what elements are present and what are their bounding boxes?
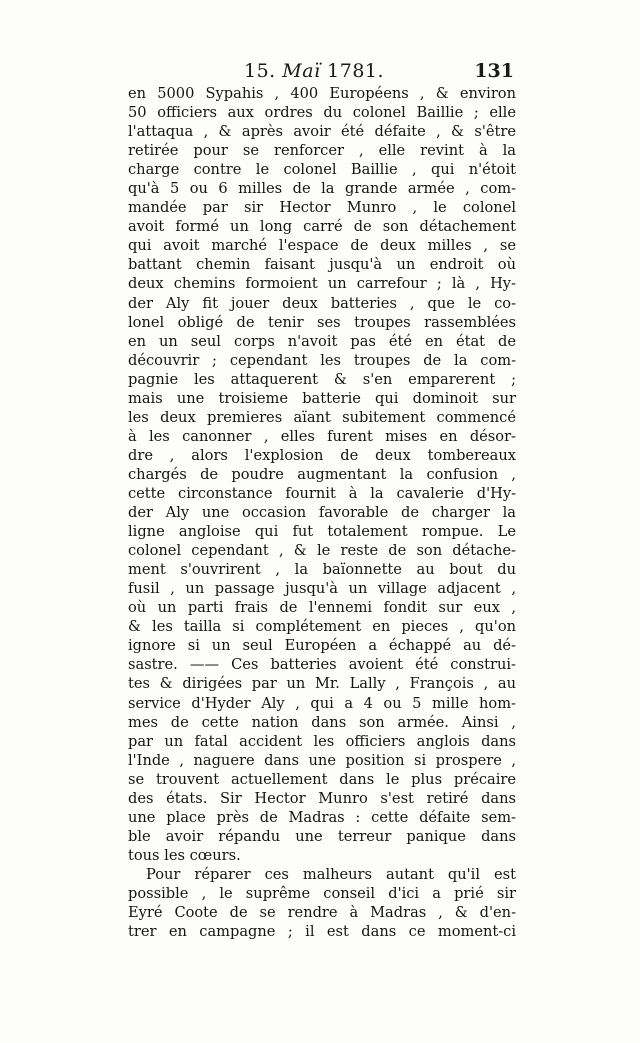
text-line: deux chemins formoient un carrefour ; là , Hy- (128, 275, 516, 293)
text-line: des états. Sir Hector Munro s'est retiré dans (128, 789, 516, 807)
text-line: ligne angloise qui fut totalement rompue. Le (128, 523, 516, 541)
text-line: der Aly une occasion favorable de charger la (128, 504, 516, 522)
text-line: Eyré Coote de se rendre à Madras , & d'en- (128, 904, 516, 922)
text-line: se trouvent actuellement dans le plus précaire (128, 770, 516, 788)
text-line: dre , alors l'explosion de deux tombereaux (128, 446, 516, 464)
text-line: l'attaqua , & après avoir été défaite , & s'être (128, 123, 516, 141)
text-line: trer en campagne ; il est dans ce moment-ci (128, 923, 516, 941)
text-line: en un seul corps n'avoit pas été en état de (128, 332, 516, 350)
text-line: une place près de Madras : cette défaite sem- (128, 808, 516, 826)
text-line: fusil , un passage jusqu'à un village adjacent , (128, 580, 516, 598)
text-line: découvrir ; cependant les troupes de la com- (128, 351, 516, 369)
text-line: chargés de poudre augmentant la confusion , (128, 465, 516, 483)
text-line: mandée par sir Hector Munro , le colonel (128, 199, 516, 217)
text-line: possible , le suprême conseil d'ici a prié sir (128, 884, 516, 902)
text-line: mais une troisieme batterie qui dominoit sur (128, 389, 516, 407)
text-line: lonel obligé de tenir ses troupes rassemblées (128, 313, 516, 331)
text-line: ble avoir répandu une terreur panique dans (128, 827, 516, 845)
page-number: 131 (474, 60, 514, 82)
text-line: ment s'ouvrirent , la baïonnette au bout du (128, 561, 516, 579)
text-line: qui avoit marché l'espace de deux milles , se (128, 237, 516, 255)
text-line: les deux premieres aïant subitement commencé (128, 408, 516, 426)
text-line: ignore si un seul Européen a échappé au dé- (128, 637, 516, 655)
text-line: pagnie les attaquerent & s'en emparerent ; (128, 370, 516, 388)
text-line: 50 officiers aux ordres du colonel Baillie ; elle (128, 104, 516, 122)
text-line: Pour réparer ces malheurs autant qu'il est (146, 865, 516, 883)
body-text (128, 84, 516, 941)
date-month: Maï (282, 60, 321, 82)
text-line: cette circonstance fournit à la cavalerie d'Hy- (128, 484, 516, 502)
text-line: colonel cependant , & le reste de son détache- (128, 542, 516, 560)
text-line: qu'à 5 ou 6 milles de la grande armée , com- (128, 180, 516, 198)
date-year: 1781. (327, 60, 385, 82)
text-line: mes de cette nation dans son armée. Ainsi , (128, 713, 516, 731)
text-line: charge contre le colonel Baillie , qui n'étoit (128, 161, 516, 179)
text-line: en 5000 Sypahis , 400 Européens , & environ (128, 85, 516, 102)
text-line: l'Inde , naguere dans une position si prospere , (128, 751, 516, 769)
text-line: tes & dirigées par un Mr. Lally , François , au (128, 675, 516, 693)
text-line: par un fatal accident les officiers anglois dans (128, 732, 516, 750)
text-line: sastre. —— Ces batteries avoient été construi- (128, 656, 516, 674)
running-head-date (244, 60, 384, 82)
text-line: où un parti frais de l'ennemi fondit sur eux , (128, 599, 516, 617)
text-line: retirée pour se renforcer , elle revint à la (128, 142, 516, 160)
text-line: der Aly fit jouer deux batteries , que le co- (128, 294, 516, 312)
text-line: à les canonner , elles furent mises en désor- (128, 427, 516, 445)
text-line: service d'Hyder Aly , qui a 4 ou 5 mille hom- (128, 694, 516, 712)
date-day: 15. (244, 60, 276, 82)
text-line: & les tailla si complétement en pieces , qu'on (128, 618, 516, 636)
text-line: battant chemin faisant jusqu'à un endroit où (128, 256, 516, 274)
text-line: tous les cœurs. (128, 846, 241, 864)
text-line: avoit formé un long carré de son détachement (128, 218, 516, 236)
